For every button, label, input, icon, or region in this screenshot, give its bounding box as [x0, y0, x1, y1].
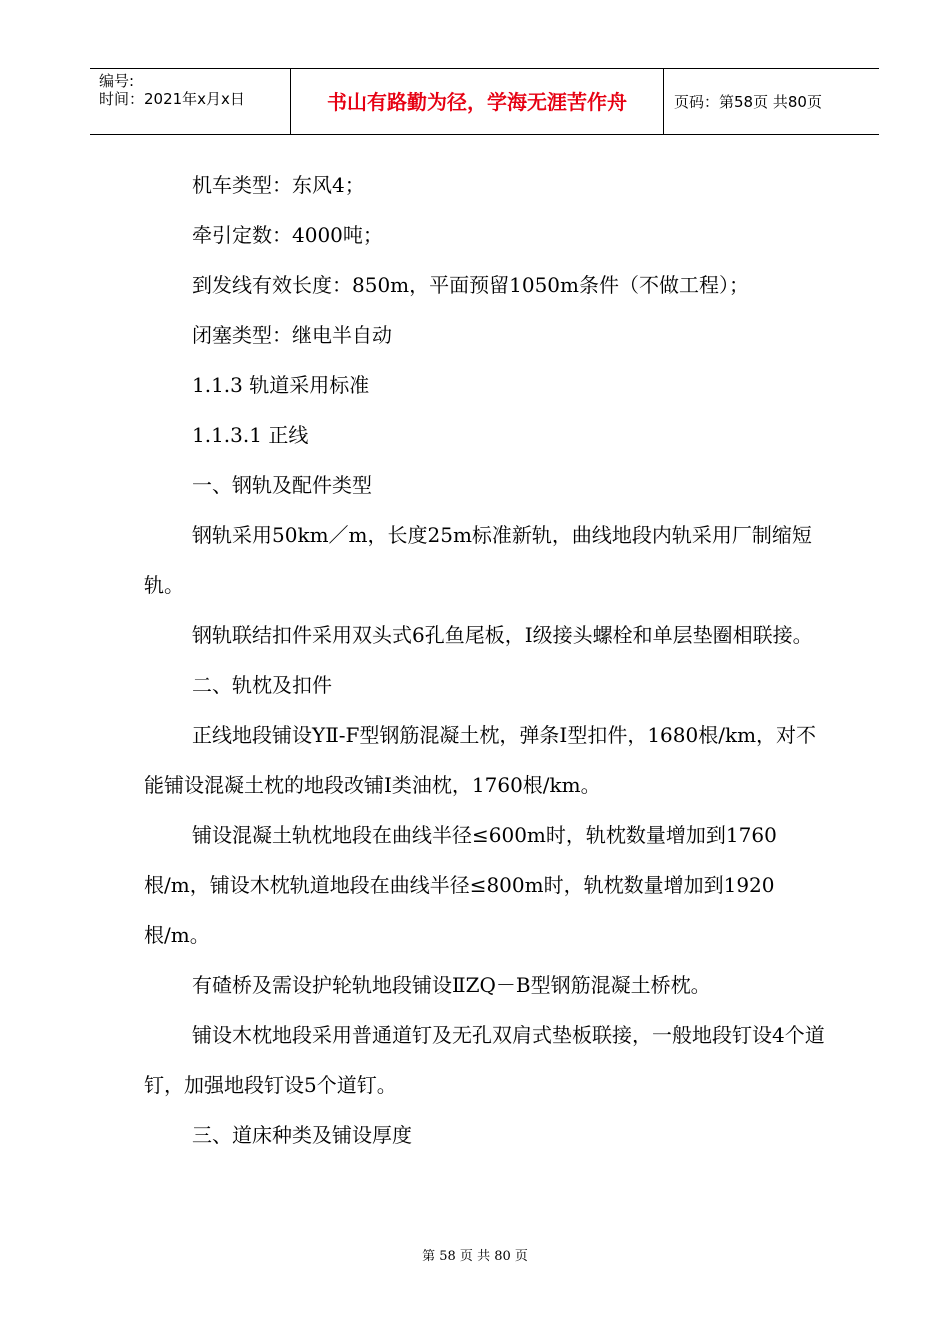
subsection-heading: 二、轨枕及扣件 [192, 673, 332, 697]
paragraph: 钢轨联结扣件采用双头式6孔鱼尾板，Ⅰ级接头螺栓和单层垫圈相联接。 [192, 623, 813, 647]
paragraph: 到发线有效长度：850m，平面预留1050m条件（不做工程）； [192, 273, 750, 297]
header-page-info: 页码：第58页 共80页 [674, 93, 822, 111]
serial-number-label: 编号: [99, 72, 135, 90]
header-meta [90, 69, 291, 135]
subsection-heading: 一、钢轨及配件类型 [192, 473, 372, 497]
paragraph: 机车类型：东风4； [192, 173, 365, 197]
paragraph: 有碴桥及需设护轮轨地段铺设ⅡZQ－B型钢筋混凝土桥枕。 [192, 973, 711, 997]
document-body [144, 160, 834, 1160]
time-label: 时间：2021年x月x日 [99, 90, 245, 108]
paragraph: 牵引定数：4000吨； [192, 223, 383, 247]
page-footer: 第 58 页 共 80 页 [422, 1249, 528, 1264]
paragraph: 铺设混凝土轨枕地段在曲线半径≤600m时，轨枕数量增加到1760根/m，铺设木枕轨道地段在曲线半径≤800m时，轨枕数量增加到1920根/m。 [144, 823, 777, 947]
paragraph: 钢轨采用50km／m，长度25m标准新轨，曲线地段内轨采用厂制缩短轨。 [144, 523, 812, 597]
subsection-heading: 三、道床种类及铺设厚度 [192, 1123, 412, 1147]
section-heading: 1.1.3.1 正线 [192, 423, 309, 447]
paragraph: 铺设木枕地段采用普通道钉及无孔双肩式垫板联接，一般地段钉设4个道钉，加强地段钉设5个道钉。 [144, 1023, 825, 1097]
section-heading: 1.1.3 轨道采用标准 [192, 373, 370, 397]
paragraph: 正线地段铺设YⅡ-F型钢筋混凝土枕，弹条Ⅰ型扣件，1680根/km，对不能铺设混凝土枕的地段改铺Ⅰ类油枕，1760根/km。 [144, 723, 817, 797]
page-header [90, 68, 879, 135]
header-motto: 书山有路勤为径，学海无涯苦作舟 [291, 69, 664, 135]
paragraph: 闭塞类型：继电半自动 [192, 323, 392, 347]
